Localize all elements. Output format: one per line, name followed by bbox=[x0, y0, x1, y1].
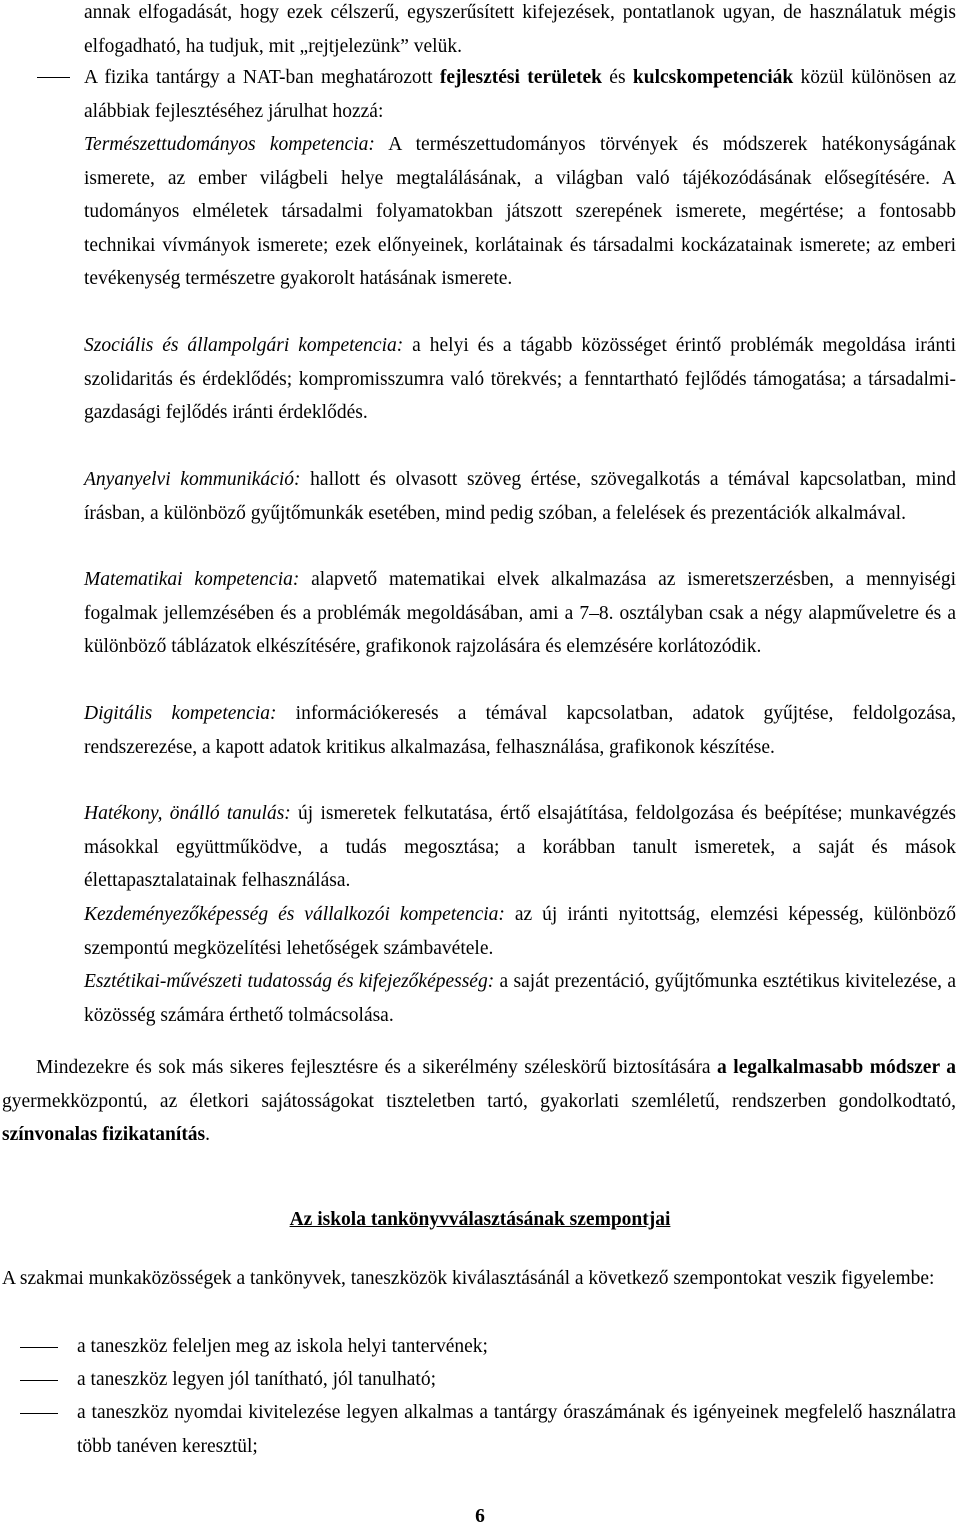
list-dash bbox=[20, 1347, 58, 1348]
list-dash bbox=[20, 1380, 58, 1381]
section-heading: Az iskola tankönyvválasztásának szempontjai bbox=[289, 1209, 671, 1230]
competency-label: Szociális és állampolgári kompetencia: bbox=[84, 335, 404, 356]
competency-label: Anyanyelvi kommunikáció: bbox=[84, 469, 301, 490]
intro-paragraph: annak elfogadását, hogy ezek célszerű, egyszerűsített kifejezések, pontatlanok ugyan, de használatuk mégis elfogadható, ha tudjuk, mit „rejtjelezünk” velük. bbox=[84, 2, 956, 57]
list-dash bbox=[37, 77, 70, 78]
competency-text: alapvető matematikai elvek alkalmazása az ismeretszerzésben, a mennyiségi fogalmak jellemzésében és a problémák megoldásában, ami a 7–8. osztályban csak a négy alapműveletre és a különböző táblázatok elkészítésére, grafikonok rajzolására és elemzésére korlátozódik. bbox=[84, 569, 956, 658]
competency-initiative bbox=[84, 898, 956, 965]
competency-text: hallott és olvasott szöveg értése, szövegalkotás a témával kapcsolatban, mind írásban, a különböző gyűjtőmunkák esetében, mind pedig szóban, a felelések és prezentációk alkalmával. bbox=[84, 469, 956, 524]
competency-aesthetic bbox=[84, 965, 956, 1032]
list-item: a taneszköz feleljen meg az iskola helyi tantervének; bbox=[77, 1336, 488, 1357]
competency-label: Digitális kompetencia: bbox=[84, 703, 277, 724]
list-item: a taneszköz legyen jól tanítható, jól tanulható; bbox=[77, 1369, 437, 1390]
competency-text: információkeresés a témával kapcsolatban, adatok gyűjtése, feldolgozása, rendszerezése, a kapott adatok kritikus alkalmazása, felhasználása, grafikonok készítése. bbox=[84, 703, 956, 758]
competency-digital bbox=[84, 697, 956, 764]
bold-term: a legalkalmasabb módszer a bbox=[716, 1057, 956, 1078]
competency-text: a saját prezentáció, gyűjtőmunka esztétikus kivitelezése, a közösség számára érthető tolmácsolása. bbox=[84, 971, 956, 1026]
bold-term: kulcskompetenciák bbox=[632, 67, 794, 88]
competency-label: Esztétikai-művészeti tudatosság és kifejezőképesség: bbox=[84, 971, 495, 992]
competency-social bbox=[84, 329, 956, 430]
competency-label: Természettudományos kompetencia: bbox=[84, 134, 375, 155]
competency-text: A természettudományos törvények és módszerek hatékonyságának ismerete, az ember világbeli helye megtalálásának, a világban való tájékozódásának elősegítésére. A tudományos elméletek társadalmi folyamatokban játszott szerepének ismerete, megértése; a fontosabb technikai vívmányok ismerete; ezek előnyeinek, korlátainak és társadalmi kockázatainak ismerete; az emberi tevékenység természetre gyakorolt hatásának ismerete. bbox=[84, 134, 956, 290]
bold-term: fejlesztési területek bbox=[439, 67, 602, 88]
list-item: a taneszköz nyomdai kivitelezése legyen alkalmas a tantárgy óraszámának és igényeinek megfelelő használatra több tanéven keresztül; bbox=[77, 1402, 956, 1457]
competency-text: a helyi és a tágabb közösséget érintő problémák megoldása iránti szolidaritás és érdeklődés; kompromisszumra való törekvés; a fenntartható fejlődés támogatása; a társadalmi-gazdasági fejlődés iránti érdeklődés. bbox=[84, 335, 956, 424]
competency-natural-science bbox=[84, 128, 956, 296]
list-dash bbox=[20, 1413, 58, 1414]
page-number: 6 bbox=[475, 1506, 485, 1527]
competency-learning bbox=[84, 797, 956, 898]
summary-paragraph: Mindezekre és sok más sikeres fejlesztésre és a sikerélmény széleskörű biztosítására a legalkalmasabb módszer a gyermekközpontú, az életkori sajátosságokat tiszteletben tartó, gyakorlati szemléletű, rendszerben gondolkodtató, színvonalas fizikatanítás. bbox=[2, 1057, 956, 1146]
competency-label: Matematikai kompetencia: bbox=[84, 569, 300, 590]
competency-math bbox=[84, 563, 956, 664]
section-intro: A szakmai munkaközösségek a tankönyvek, taneszközök kiválasztásánál a következő szempontokat veszik figyelembe: bbox=[2, 1268, 935, 1289]
competency-label: Hatékony, önálló tanulás: bbox=[84, 803, 291, 824]
competency-label: Kezdeményezőképesség és vállalkozói kompetencia: bbox=[84, 904, 505, 925]
nat-paragraph: A fizika tantárgy a NAT-ban meghatározott fejlesztési területek és kulcskompetenciák közül különösen az alábbiak fejlesztéséhez járulhat hozzá: bbox=[84, 67, 956, 122]
competency-text: új ismeretek felkutatása, értő elsajátítása, feldolgozása és beépítése; munkavégzés másokkal együttműködve, a tudás megosztása; a korábban tanult ismeretek, a saját és mások élettapasztalatainak felhasználása. bbox=[84, 803, 956, 892]
competency-text: az új iránti nyitottság, elemzési képesség, különböző szempontú megközelítési lehetőségek számbavétele. bbox=[84, 904, 956, 959]
bold-term: színvonalas fizikatanítás bbox=[2, 1124, 206, 1146]
competency-mother-tongue bbox=[84, 463, 956, 530]
